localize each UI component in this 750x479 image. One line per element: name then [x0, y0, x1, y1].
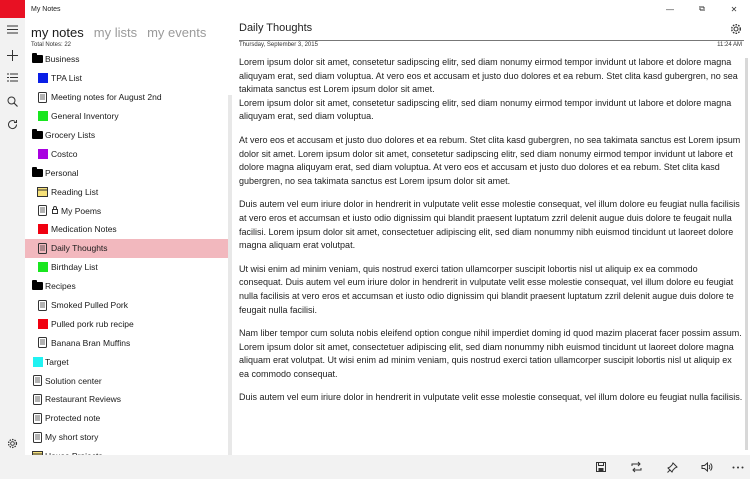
tree-item[interactable]	[25, 144, 232, 163]
tree-item[interactable]	[25, 201, 232, 220]
tree-item-label: Costco	[51, 148, 78, 159]
tree-item[interactable]	[25, 409, 232, 428]
note-paragraph: Lorem ipsum dolor sit amet, consetetur sadipscing elitr, sed diam nonumy eirmod tempor invidunt ut labore et dolore magna aliquyam erat, sed diam voluptua.	[239, 97, 732, 122]
window-title: My Notes	[31, 5, 61, 13]
tree-item[interactable]	[25, 258, 232, 277]
note-yellow-icon	[37, 186, 48, 197]
tree-item[interactable]	[25, 239, 232, 258]
folder-icon	[32, 167, 43, 178]
tree-item[interactable]	[25, 333, 232, 352]
tree-item[interactable]	[25, 182, 232, 201]
tree-item-label: Business	[45, 54, 80, 65]
tree-item-label: Medication Notes	[51, 224, 117, 235]
color-tag-icon	[37, 262, 48, 273]
note-time: 11:24 AM	[717, 42, 742, 48]
color-tag-icon	[37, 148, 48, 159]
color-tag-icon	[32, 356, 43, 367]
total-notes-count: Total Notes: 22	[31, 42, 72, 48]
notes-list-pane	[25, 18, 232, 455]
tree-item-label: Meeting notes for August 2nd	[51, 92, 162, 103]
tree-item-label: Smoked Pulled Pork	[51, 300, 129, 311]
note-title[interactable]: Daily Thoughts	[239, 22, 313, 34]
close-button[interactable]: ✕	[730, 4, 738, 14]
tree-item-label: Target	[45, 356, 69, 367]
color-tag-icon	[37, 318, 48, 329]
note-settings-icon[interactable]	[730, 22, 742, 34]
note-pane	[232, 18, 750, 455]
note-icon	[32, 432, 43, 443]
note-paragraph: At vero eos et accusam et justo duo dolores et ea rebum. Stet clita kasd gubergren, no sea takimata sanctus est Lorem ipsum dolor sit amet. Lorem ipsum dolor sit amet, consetetur sadipscing elitr, sed diam nonumy eirmod tempor invidunt ut labore et dolore magna aliquyam erat, sed diam voluptua. At vero eos et accusam et justo duo dolores et ea rebum. Stet clita kasd gubergren, no sea takimata sanctus est Lorem ipsum dolor sit amet.	[239, 134, 741, 186]
bottom-command-bar	[25, 455, 750, 479]
nav-rail	[0, 18, 25, 479]
list-icon[interactable]	[0, 66, 25, 88]
hamburger-icon[interactable]	[0, 18, 25, 40]
color-tag-icon	[37, 224, 48, 235]
tree-item-label: Grocery Lists	[45, 130, 96, 140]
tab-my-events[interactable]: my events	[147, 25, 207, 40]
tree-item-label: Daily Thoughts	[51, 243, 108, 254]
tree-item-label: My short story	[45, 432, 99, 443]
tree-item[interactable]	[25, 69, 232, 88]
note-icon	[37, 337, 48, 348]
settings-icon[interactable]	[0, 432, 25, 454]
tree-item[interactable]	[25, 428, 232, 447]
folder-icon	[32, 281, 43, 292]
note-paragraph: Duis autem vel eum iriure dolor in hendrerit in vulputate velit esse molestie consequat, vel illum dolore eu feugiat nulla facilisis at vero eros et accumsan et iusto odio dignissim qui blandit praesent luptatum zzril delenit augue duis dolore te feugait nulla facilisi. Lorem ipsum dolor sit amet, consectetuer adipiscing elit, sed diam nonummy nibh euismod tincidunt ut laoreet dolore magna aliquam erat volutpat.	[239, 199, 740, 251]
folder-icon	[32, 54, 43, 65]
tree-item-label: Banana Bran Muffins	[51, 337, 131, 348]
window-controls	[654, 0, 750, 18]
note-icon	[32, 394, 43, 405]
tree-item[interactable]	[25, 126, 232, 145]
tree-item-label: Solution center	[45, 375, 102, 386]
tree-item-label: Personal	[45, 167, 79, 178]
note-paragraph: Nam liber tempor cum soluta nobis eleifend option congue nihil imperdiet doming id quod mazim placerat facer possim assum. Lorem ipsum dolor sit amet, consectetuer adipiscing elit, sed diam nonummy nibh euismod tincidunt ut laoreet dolore magna aliquam erat volutpat. Ut wisi enim ad minim veniam, quis nostrud exerci tation ullamcorper suscipit lobortis nisl ut aliquip ex ea commodo consequat.	[239, 328, 742, 379]
title-divider	[239, 40, 744, 41]
tree-item[interactable]	[25, 352, 232, 371]
tree-item-label: Recipes	[45, 281, 76, 292]
tree-item[interactable]	[25, 50, 232, 69]
tree-item[interactable]	[25, 277, 232, 296]
tree-item[interactable]	[25, 107, 232, 126]
tab-my-notes[interactable]: my notes	[31, 25, 84, 40]
minimize-button[interactable]: —	[666, 4, 674, 14]
pin-icon[interactable]	[661, 455, 683, 479]
tree-item[interactable]	[25, 296, 232, 315]
tree-item[interactable]	[25, 163, 232, 182]
sync-icon[interactable]	[0, 113, 25, 135]
note-scrollbar[interactable]	[745, 58, 748, 450]
folder-icon	[32, 130, 43, 141]
note-icon	[32, 375, 43, 386]
note-icon	[37, 243, 48, 254]
note-icon	[32, 413, 43, 424]
tree-item[interactable]	[25, 371, 232, 390]
speaker-icon[interactable]	[696, 455, 718, 479]
search-icon[interactable]	[0, 90, 25, 112]
add-icon[interactable]	[0, 44, 25, 66]
notes-tree	[25, 50, 232, 466]
note-body[interactable]	[239, 56, 744, 415]
tree-item[interactable]	[25, 88, 232, 107]
tree-item-label: My Poems	[61, 205, 102, 216]
tree-item-label: Reading List	[51, 186, 99, 197]
app-icon	[0, 0, 25, 18]
note-date: Thursday, September 3, 2015	[239, 42, 318, 48]
tree-item[interactable]	[25, 314, 232, 333]
tree-item-label: Restaurant Reviews	[45, 394, 122, 405]
more-icon[interactable]	[727, 455, 749, 479]
locked-note-icon	[37, 205, 48, 216]
note-icon	[37, 300, 48, 311]
color-tag-icon	[37, 73, 48, 84]
note-paragraph: Duis autem vel eum iriure dolor in hendrerit in vulputate velit esse molestie consequat, vel illum dolore eu feugiat nulla facilisis.	[239, 392, 743, 403]
tree-item[interactable]	[25, 390, 232, 409]
tree-item-label: TPA List	[51, 73, 83, 84]
tree-item-label: Pulled pork rub recipe	[51, 318, 134, 329]
title-bar	[0, 0, 750, 18]
tree-item-label: Protected note	[45, 413, 101, 424]
tree-item-label: General Inventory	[51, 111, 119, 122]
tab-my-lists[interactable]: my lists	[93, 25, 138, 40]
note-icon	[37, 92, 48, 103]
tree-item[interactable]	[25, 220, 232, 239]
lock-icon	[52, 206, 58, 216]
note-paragraph: Ut wisi enim ad minim veniam, quis nostrud exerci tation ullamcorper suscipit lobortis nisl ut aliquip ex ea commodo consequat. Duis autem vel eum iriure dolor in hendrerit in vulputate velit esse molestie consequat, vel illum dolore eu feugiat nulla facilisis at vero eros et accumsan et iusto odio dignissim qui blandit praesent luptatum zzril delenit augue duis dolore te feugait nulla facilisi.	[239, 263, 734, 315]
tree-item-label: Birthday List	[51, 262, 98, 273]
note-paragraph: Lorem ipsum dolor sit amet, consetetur sadipscing elitr, sed diam nonumy eirmod tempor invidunt ut labore et dolore magna aliquyam erat, sed diam voluptua. At vero eos et accusam et justo duo dolores et ea rebum. Stet clita kasd gubergren, no sea takimata sanctus est Lorem ipsum dolor sit amet.	[239, 57, 738, 95]
save-icon[interactable]	[590, 455, 612, 479]
repeat-icon[interactable]	[625, 455, 647, 479]
tab-bar	[25, 18, 232, 40]
color-tag-icon	[37, 111, 48, 122]
maximize-button[interactable]: ⧉	[699, 4, 705, 13]
